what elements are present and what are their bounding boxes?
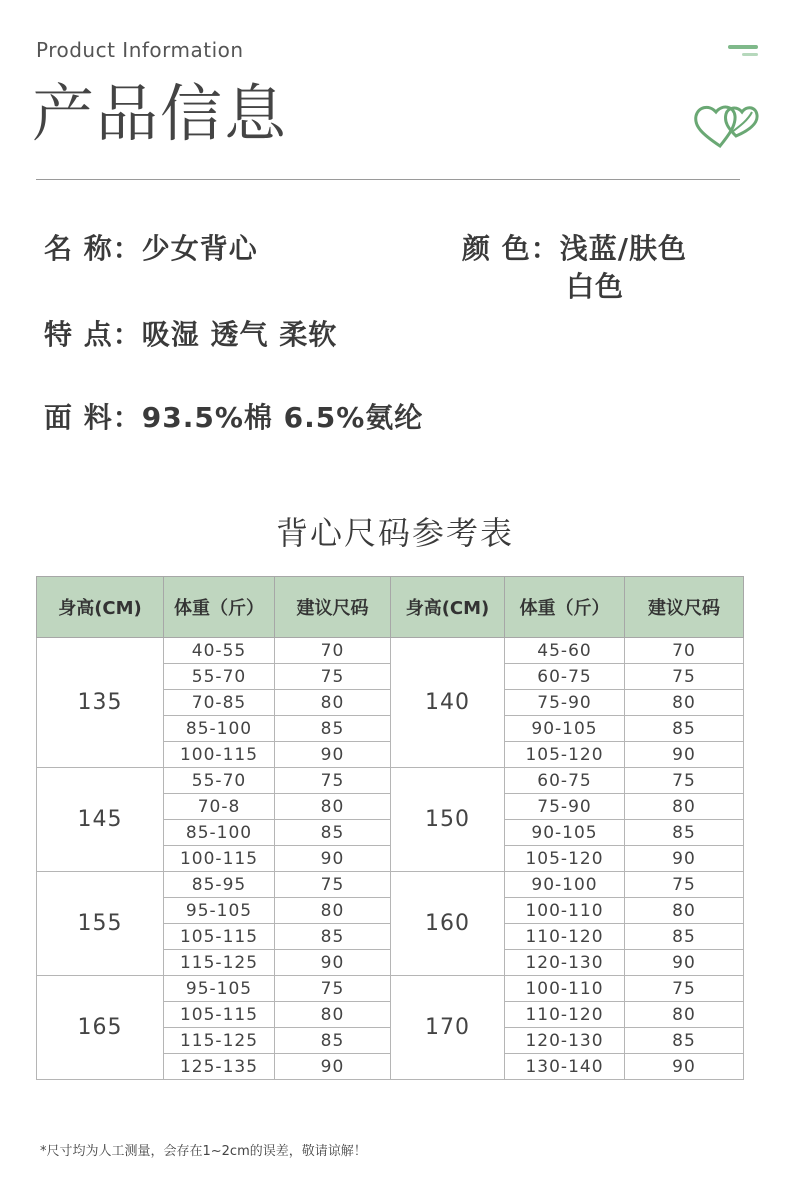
header-weight-left: 体重（斤） bbox=[164, 577, 275, 638]
weight-cell: 105-115 bbox=[164, 1002, 275, 1028]
size-cell: 75 bbox=[625, 872, 744, 898]
weight-cell: 45-60 bbox=[505, 638, 625, 664]
size-cell: 85 bbox=[275, 820, 391, 846]
weight-cell: 115-125 bbox=[164, 1028, 275, 1054]
weight-cell: 100-115 bbox=[164, 742, 275, 768]
size-cell: 85 bbox=[275, 924, 391, 950]
size-cell: 80 bbox=[625, 1002, 744, 1028]
header-size-left: 建议尺码 bbox=[275, 577, 391, 638]
en-title: Product Information bbox=[36, 38, 244, 62]
info-color-2 bbox=[566, 268, 624, 306]
weight-cell: 110-120 bbox=[505, 924, 625, 950]
name-value: 少女背心 bbox=[141, 232, 258, 265]
size-cell: 85 bbox=[625, 1028, 744, 1054]
size-cell: 80 bbox=[275, 690, 391, 716]
weight-cell: 55-70 bbox=[164, 768, 275, 794]
weight-cell: 95-105 bbox=[164, 898, 275, 924]
table-body bbox=[37, 638, 744, 1080]
weight-cell: 90-105 bbox=[505, 716, 625, 742]
weight-cell: 85-100 bbox=[164, 716, 275, 742]
weight-cell: 115-125 bbox=[164, 950, 275, 976]
measurement-note: *尺寸均为人工测量，会存在1~2cm的误差，敬请谅解！ bbox=[40, 1144, 367, 1159]
divider bbox=[36, 179, 740, 180]
header-weight-right: 体重（斤） bbox=[505, 577, 625, 638]
info-fabric bbox=[44, 399, 423, 437]
page-title: 产品信息 bbox=[32, 77, 289, 150]
weight-cell: 70-8 bbox=[164, 794, 275, 820]
fabric-value: 93.5%棉 6.5%氨纶 bbox=[141, 401, 424, 434]
size-cell: 90 bbox=[275, 1054, 391, 1080]
size-cell: 90 bbox=[275, 742, 391, 768]
size-cell: 90 bbox=[625, 1054, 744, 1080]
weight-cell: 130-140 bbox=[505, 1054, 625, 1080]
height-cell: 160 bbox=[391, 872, 505, 976]
decor-line bbox=[728, 45, 758, 49]
weight-cell: 55-70 bbox=[164, 664, 275, 690]
info-feature bbox=[44, 316, 337, 354]
height-cell: 170 bbox=[391, 976, 505, 1080]
weight-cell: 85-95 bbox=[164, 872, 275, 898]
size-cell: 80 bbox=[625, 898, 744, 924]
weight-cell: 60-75 bbox=[505, 768, 625, 794]
info-name bbox=[44, 230, 258, 268]
feature-value: 吸湿 透气 柔软 bbox=[141, 318, 338, 351]
size-cell: 80 bbox=[275, 794, 391, 820]
size-cell: 75 bbox=[275, 976, 391, 1002]
size-cell: 70 bbox=[625, 638, 744, 664]
table-title: 背心尺码参考表 bbox=[275, 514, 514, 552]
header-height-right: 身高(CM) bbox=[391, 577, 505, 638]
size-cell: 85 bbox=[275, 1028, 391, 1054]
header-height-left: 身高(CM) bbox=[37, 577, 164, 638]
size-cell: 80 bbox=[275, 898, 391, 924]
height-cell: 145 bbox=[37, 768, 164, 872]
decor-line-short bbox=[742, 53, 758, 56]
weight-cell: 90-100 bbox=[505, 872, 625, 898]
size-cell: 85 bbox=[625, 924, 744, 950]
weight-cell: 120-130 bbox=[505, 1028, 625, 1054]
size-cell: 75 bbox=[625, 768, 744, 794]
weight-cell: 105-115 bbox=[164, 924, 275, 950]
weight-cell: 100-110 bbox=[505, 898, 625, 924]
table-row bbox=[37, 768, 744, 794]
heart-icon bbox=[692, 96, 762, 152]
weight-cell: 95-105 bbox=[164, 976, 275, 1002]
weight-cell: 40-55 bbox=[164, 638, 275, 664]
weight-cell: 60-75 bbox=[505, 664, 625, 690]
size-cell: 75 bbox=[625, 976, 744, 1002]
weight-cell: 120-130 bbox=[505, 950, 625, 976]
weight-cell: 105-120 bbox=[505, 846, 625, 872]
size-cell: 80 bbox=[625, 690, 744, 716]
size-cell: 85 bbox=[625, 716, 744, 742]
height-cell: 135 bbox=[37, 638, 164, 768]
size-cell: 75 bbox=[275, 872, 391, 898]
weight-cell: 100-110 bbox=[505, 976, 625, 1002]
size-cell: 90 bbox=[625, 742, 744, 768]
height-cell: 150 bbox=[391, 768, 505, 872]
weight-cell: 125-135 bbox=[164, 1054, 275, 1080]
weight-cell: 110-120 bbox=[505, 1002, 625, 1028]
size-cell: 70 bbox=[275, 638, 391, 664]
size-cell: 80 bbox=[275, 1002, 391, 1028]
size-cell: 90 bbox=[275, 950, 391, 976]
header-size-right: 建议尺码 bbox=[625, 577, 744, 638]
height-cell: 155 bbox=[37, 872, 164, 976]
weight-cell: 90-105 bbox=[505, 820, 625, 846]
size-cell: 90 bbox=[625, 950, 744, 976]
size-cell: 85 bbox=[275, 716, 391, 742]
size-cell: 85 bbox=[625, 820, 744, 846]
weight-cell: 70-85 bbox=[164, 690, 275, 716]
size-table bbox=[36, 576, 744, 1080]
height-cell: 140 bbox=[391, 638, 505, 768]
table-header-row bbox=[37, 577, 744, 638]
color-value-1: 浅蓝/肤色 bbox=[559, 232, 687, 265]
feature-label: 特 点： bbox=[44, 318, 142, 351]
weight-cell: 100-115 bbox=[164, 846, 275, 872]
table-row bbox=[37, 638, 744, 664]
height-cell: 165 bbox=[37, 976, 164, 1080]
size-cell: 75 bbox=[625, 664, 744, 690]
weight-cell: 105-120 bbox=[505, 742, 625, 768]
weight-cell: 75-90 bbox=[505, 690, 625, 716]
size-cell: 75 bbox=[275, 664, 391, 690]
table-row bbox=[37, 976, 744, 1002]
info-color bbox=[462, 230, 687, 268]
fabric-label: 面 料： bbox=[44, 401, 142, 434]
name-label: 名 称： bbox=[44, 232, 142, 265]
color-label: 颜 色： bbox=[462, 232, 560, 265]
size-cell: 80 bbox=[625, 794, 744, 820]
weight-cell: 85-100 bbox=[164, 820, 275, 846]
size-cell: 90 bbox=[275, 846, 391, 872]
color-value-2: 白色 bbox=[566, 270, 625, 303]
table-row bbox=[37, 872, 744, 898]
size-cell: 90 bbox=[625, 846, 744, 872]
size-cell: 75 bbox=[275, 768, 391, 794]
weight-cell: 75-90 bbox=[505, 794, 625, 820]
